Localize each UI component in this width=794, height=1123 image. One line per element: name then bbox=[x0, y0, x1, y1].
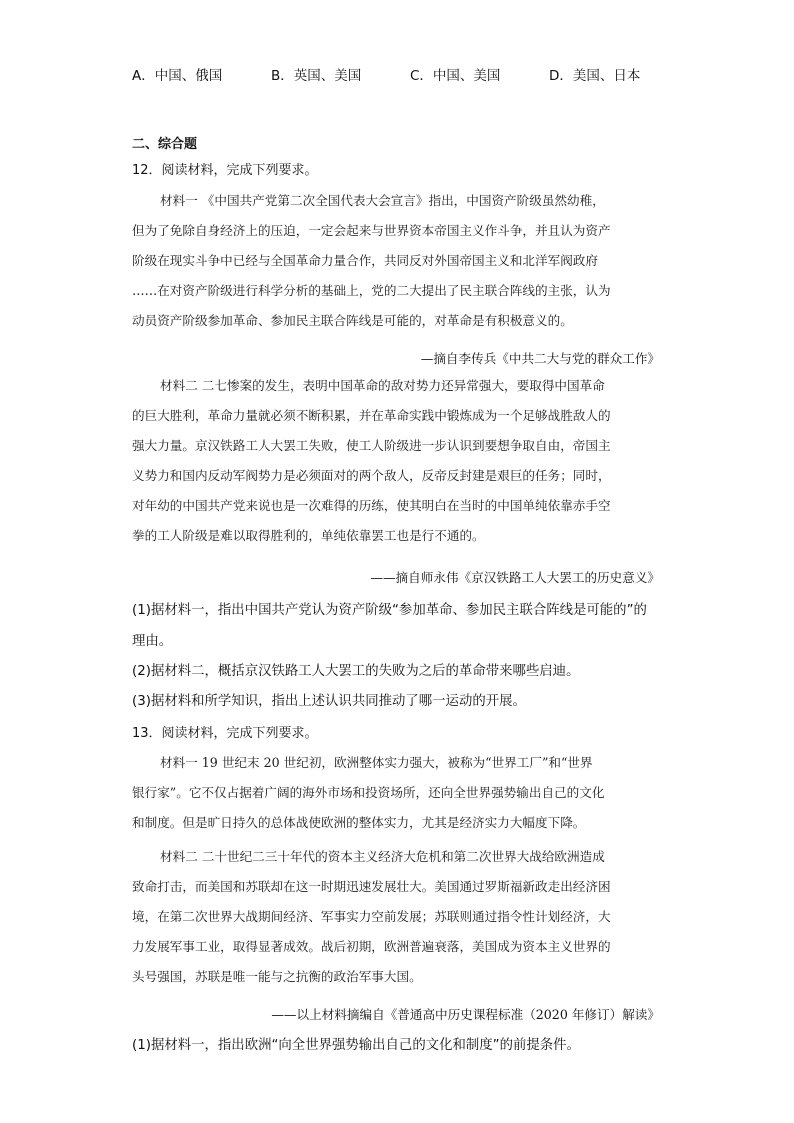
text-line: 头号强国，苏联是唯一能与之抗衡的政治军事大国。 bbox=[132, 969, 422, 984]
text-line: 对年幼的中国共产党来说也是一次难得的历练，使其明白在当时的中国单纯依靠赤手空 bbox=[132, 498, 611, 513]
q12-source-1: —摘自李传兵《中共二大与党的群众工作》 bbox=[420, 351, 660, 366]
option-a[interactable]: A．中国、俄国 bbox=[132, 68, 223, 84]
text-line: 力发展军事工业，取得显著成效。战后初期，欧洲普遍衰落，美国成为资本主义世界的 bbox=[132, 939, 611, 954]
text-line: 银行家”。它不仅占据着广阔的海外市场和投资场所，还向全世界强势输出自己的文化 bbox=[132, 785, 605, 800]
text-line: 材料二 二十世纪二三十年代的资本主义经济大危机和第二次世界大战给欧洲造成 bbox=[160, 849, 605, 864]
text-line: 强大力量。京汉铁路工人大罢工失败，使工人阶级进一步认识到要想争取自由，帝国主 bbox=[132, 438, 611, 453]
text-line: 阶级在现实斗争中已经与全国革命力量合作，共同反对外国帝国主义和北洋军阀政府 bbox=[132, 253, 598, 268]
q12-material-2 bbox=[132, 371, 662, 551]
text-line: 材料一 《中国共产党第二次全国代表大会宣言》指出，中国资产阶级虽然幼稚， bbox=[160, 193, 605, 208]
option-c[interactable]: C．中国、美国 bbox=[410, 68, 501, 84]
text-line: 和制度。但是旷日持久的总体战使欧洲的整体实力，尤其是经济实力大幅度下降。 bbox=[132, 815, 586, 830]
text-line: 但为了免除自身经济上的压迫，一定会起来与世界资本帝国主义作斗争，并且认为资产 bbox=[132, 223, 611, 238]
q13-material-2 bbox=[132, 842, 662, 992]
text-line: 材料一 19 世纪末 20 世纪初，欧洲整体实力强大，被称为“世界工厂”和“世界 bbox=[160, 755, 593, 770]
answer-options bbox=[132, 64, 672, 88]
question-12-heading: 12．阅读材料，完成下列要求。 bbox=[132, 163, 318, 178]
q13-source: ——以上材料摘编自《普通高中历史课程标准（2020 年修订）解读》 bbox=[271, 1007, 660, 1022]
q13-ask-1: (1)据材料一，指出欧洲“向全世界强势输出自己的文化和制度”的前提条件。 bbox=[132, 1038, 580, 1053]
q12-ask-3: (3)据材料和所学知识，指出上述认识共同推动了哪一运动的开展。 bbox=[132, 694, 526, 709]
option-b[interactable]: B．英国、美国 bbox=[271, 68, 362, 84]
text-line: 的巨大胜利，革命力量就必须不断积累，并在革命实践中锻炼成为一个足够战胜敌人的 bbox=[132, 408, 611, 423]
option-d[interactable]: D．美国、日本 bbox=[549, 68, 641, 84]
text-line: 致命打击，而美国和苏联却在这一时期迅速发展壮大。美国通过罗斯福新政走出经济困 bbox=[132, 879, 611, 894]
text-line: 拳的工人阶级是难以取得胜利的，单纯依靠罢工也是行不通的。 bbox=[132, 528, 485, 543]
text-line: 义势力和国内反动军阀势力是必须面对的两个敌人，反帝反封建是艰巨的任务；同时， bbox=[132, 468, 611, 483]
text-line: 动员资产阶级参加革命、参加民主联合阵线是可能的，对革命是有积极意义的。 bbox=[132, 313, 573, 328]
q12-source-2: ——摘自师永伟《京汉铁路工人大罢工的历史意义》 bbox=[370, 570, 660, 585]
q12-ask-1: (1)据材料一，指出中国共产党认为资产阶级“参加革命、参加民主联合阵线是可能的”的 bbox=[132, 603, 647, 618]
section-title: 二、综合题 bbox=[132, 137, 198, 152]
q12-material-1 bbox=[132, 186, 662, 336]
q13-material-1 bbox=[132, 748, 662, 838]
text-line: 境，在第二次世界大战期间经济、军事实力空前发展；苏联则通过指令性计划经济，大 bbox=[132, 909, 611, 924]
text-line: 材料二 二七惨案的发生，表明中国革命的敌对势力还异常强大，要取得中国革命 bbox=[160, 378, 605, 393]
q12-ask-2: (2)据材料二，概括京汉铁路工人大罢工的失败为之后的革命带来哪些启迪。 bbox=[132, 664, 580, 679]
text-line: ……在对资产阶级进行科学分析的基础上，党的二大提出了民主联合阵线的主张，认为 bbox=[132, 283, 611, 298]
q12-ask-1-cont: 理由。 bbox=[132, 634, 173, 649]
question-13-heading: 13．阅读材料，完成下列要求。 bbox=[132, 726, 318, 741]
